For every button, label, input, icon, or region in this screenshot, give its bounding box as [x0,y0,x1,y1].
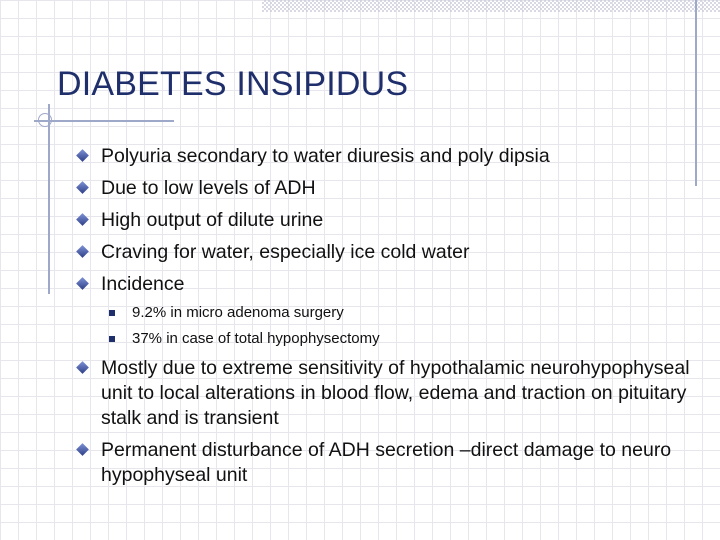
decorative-line-vertical [48,104,50,294]
decorative-ring [38,113,52,127]
square-bullet-icon [109,310,115,316]
diamond-bullet-icon [76,181,89,194]
bullet-text: Due to low levels of ADH [101,177,316,199]
bullet-text: Mostly due to extreme sensitivity of hypothalamic neurohypophyseal unit to local alterations in blood flow, edema and traction on pituitary stalk and is transient [101,357,690,429]
bullet-item [74,240,704,265]
diamond-bullet-icon [76,277,89,290]
sub-list [74,304,704,348]
bullet-item [74,208,704,233]
sub-bullet-text: 9.2% in micro adenoma surgery [132,304,344,321]
decorative-pattern [262,0,720,12]
bullet-text: Polyuria secondary to water diuresis and poly dipsia [101,145,550,167]
sub-bullet-item [109,304,704,322]
sub-bullet-item [109,330,704,348]
bullet-list [74,144,704,495]
diamond-bullet-icon [76,213,89,226]
bullet-text: High output of dilute urine [101,209,324,231]
bullet-text: Incidence [101,273,185,295]
slide-title: DIABETES INSIPIDUS [57,65,409,103]
diamond-bullet-icon [76,149,89,162]
bullet-text: Permanent disturbance of ADH secretion –direct damage to neuro hypophyseal unit [101,439,672,486]
diamond-bullet-icon [76,443,89,456]
diamond-bullet-icon [76,245,89,258]
decorative-line-horizontal [34,120,174,122]
bullet-item [74,176,704,201]
bullet-item [74,272,704,297]
square-bullet-icon [109,336,115,342]
diamond-bullet-icon [76,361,89,374]
bullet-item [74,438,704,488]
bullet-item [74,144,704,169]
bullet-text: Craving for water, especially ice cold water [101,241,470,263]
sub-bullet-text: 37% in case of total hypophysectomy [132,330,380,347]
bullet-item [74,356,704,431]
